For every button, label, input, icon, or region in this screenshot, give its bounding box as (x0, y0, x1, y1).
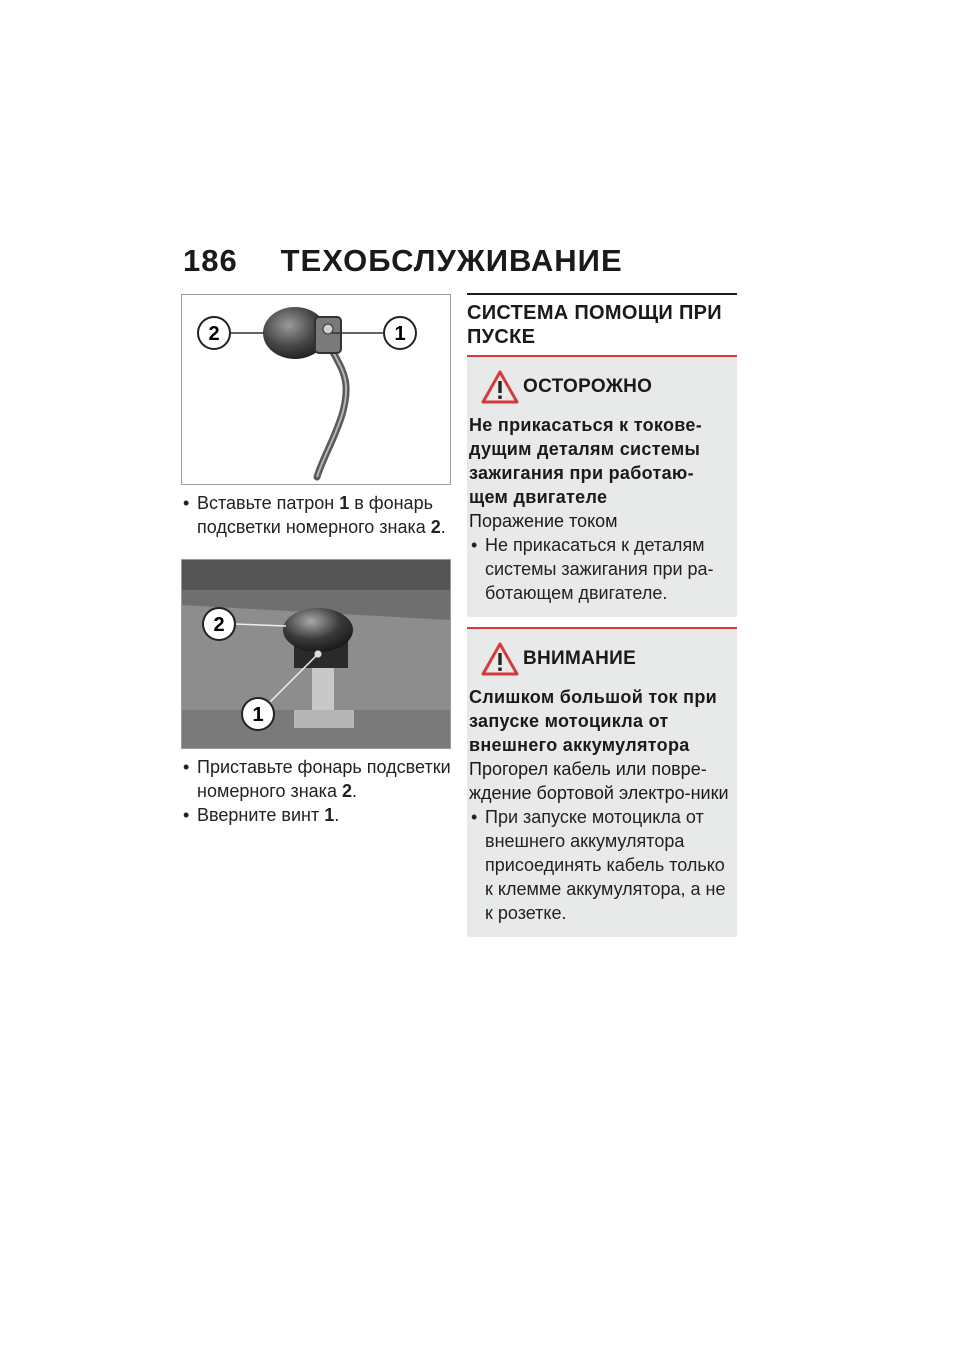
warning-label: ОСТОРОЖНО (523, 376, 653, 397)
figure-license-lamp (181, 559, 451, 749)
warning-consequence: Поражение током (469, 511, 618, 531)
left-column (181, 294, 451, 827)
license-lamp-illustration (182, 560, 450, 748)
lamp-cover-shape (283, 608, 353, 652)
warning-bullets (469, 533, 729, 605)
list-item: • Приставьте фонарь подсветки номерного знака 2. (181, 755, 451, 803)
callout-label-1: 1 (394, 323, 406, 345)
bg-top-shape (182, 560, 450, 590)
list-item: • При запуске мотоцикла от внешнего аккумулятора присоединять кабель только к клемме аккумулятора, а не к розетке. (469, 805, 729, 925)
steps-list-1 (181, 491, 451, 539)
subsection-title: СИСТЕМА ПОМОЩИ ПРИ ПУСКЕ (467, 293, 737, 355)
steps-list-2 (181, 755, 451, 827)
list-item: • Вставьте патрон 1 в фонарь подсветки номерного знака 2. (181, 491, 451, 539)
section-title: ТЕХОБСЛУЖИВАНИЕ (280, 243, 623, 278)
warning-heading: Не прикасаться к токове-дущим деталям системы зажигания при работаю-щем двигателе (469, 415, 702, 507)
figure-bulb-socket (181, 294, 451, 485)
warning-box (467, 355, 737, 617)
page-number: 186 (183, 243, 238, 278)
caution-label: ВНИМАНИЕ (523, 648, 637, 669)
callout-line-2 (234, 624, 286, 626)
socket-shape (315, 317, 341, 353)
list-item: • Не прикасаться к деталям системы зажигания при ра-ботающем двигателе. (469, 533, 729, 605)
callout-label-2: 2 (213, 614, 225, 636)
mount-base (294, 710, 354, 728)
callout-line-1 (270, 656, 316, 702)
page-header (183, 243, 623, 279)
bulb-socket-illustration (182, 295, 450, 484)
caution-bullets (469, 805, 729, 925)
caution-heading: Слишком большой ток при запуске мотоцикла от внешнего аккумулятора (469, 687, 717, 755)
caution-consequence: Прогорел кабель или повре-ждение бортовой электро-ники (469, 759, 729, 803)
warning-triangle-icon (481, 370, 519, 404)
caution-box (467, 627, 737, 937)
list-item: • Вверните винт 1. (181, 803, 451, 827)
callout-label-2: 2 (208, 323, 220, 345)
caution-triangle-icon (481, 642, 519, 676)
right-column (467, 293, 737, 947)
callout-label-1: 1 (252, 704, 264, 726)
socket-screw (323, 324, 333, 334)
